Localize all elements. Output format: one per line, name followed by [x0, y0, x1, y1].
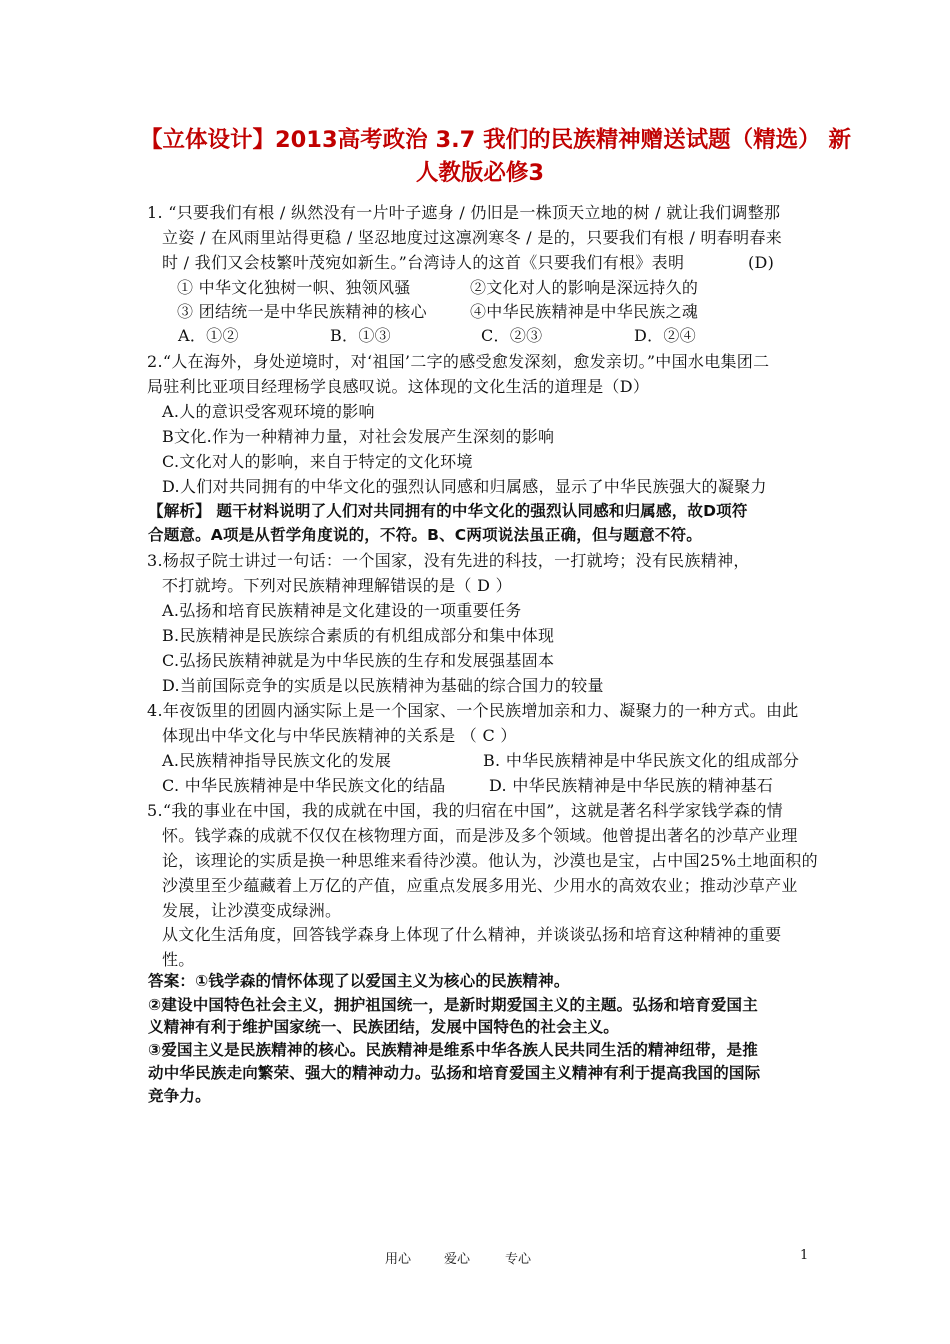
q5-line-5: 发展，让沙漠变成绿洲。	[162, 901, 342, 920]
q5-answer-line-4: ③爱国主义是民族精神的核心。民族精神是维系中华各族人民共同生活的精神纽带，是推	[148, 1041, 758, 1059]
q3-option-c: C.弘扬民族精神就是为中华民族的生存和发展强基固本	[162, 651, 555, 670]
q2-option-a: A.人的意识受客观环境的影响	[162, 402, 375, 421]
q1-option-c: C．②③	[481, 326, 543, 345]
q3-option-b: B.民族精神是民族综合素质的有机组成部分和集中体现	[162, 626, 555, 645]
q4-line-1: 4.年夜饭里的团圆内涵实际上是一个国家、一个民族增加亲和力、凝聚力的一种方式。由此	[147, 701, 799, 720]
q4-line-2: 体现出中华文化与中华民族精神的关系是 （ C ）	[162, 726, 517, 745]
q1-line-3: 时 / 我们又会枝繁叶茂宛如新生。”台湾诗人的这首《只要我们有根》表明	[162, 253, 685, 272]
q1-answer: (D)	[748, 253, 775, 272]
title-line-1: 【立体设计】2013高考政治 3.7 我们的民族精神赠送试题（精选） 新	[140, 127, 851, 153]
q5-answer-line-5: 动中华民族走向繁荣、强大的精神动力。弘扬和培育爱国主义精神有利于提高我国的国际	[148, 1064, 761, 1082]
q2-option-b: B文化.作为一种精神力量，对社会发展产生深刻的影响	[162, 427, 555, 446]
q1-option-d: D．②④	[634, 326, 697, 345]
q3-line-2: 不打就垮。下列对民族精神理解错误的是（ D ）	[162, 576, 512, 595]
footer-word-2: 爱心	[444, 1252, 471, 1267]
q1-option-a: A．①②	[178, 326, 239, 345]
q3-option-d: D.当前国际竞争的实质是以民族精神为基础的综合国力的较量	[162, 676, 604, 695]
q2-line-1: 2.“人在海外，身处逆境时，对‘祖国’二字的感受愈发深刻，愈发亲切。”中国水电集团二	[147, 352, 770, 371]
q1-line-1: 1. “只要我们有根 / 纵然没有一片叶子遮身 / 仍旧是一株顶天立地的树 / 就让我们调整那	[147, 203, 781, 222]
q1-option-b: B．①③	[330, 326, 391, 345]
q5-line-6: 从文化生活角度，回答钱学森身上体现了什么精神，并谈谈弘扬和培育这种精神的重要	[162, 925, 782, 944]
q5-answer-line-6: 竞争力。	[148, 1087, 211, 1105]
page-number: 1	[800, 1248, 809, 1263]
q5-line-4: 沙漠里至少蕴藏着上万亿的产值，应重点发展多用光、少用水的高效农业；推动沙草产业	[162, 876, 798, 895]
q5-answer-line-3: 义精神有利于维护国家统一、民族团结，发展中国特色的社会主义。	[148, 1018, 620, 1036]
q2-option-d: D.人们对共同拥有的中华文化的强烈认同感和归属感，显示了中华民族强大的凝聚力	[162, 477, 767, 496]
q1-statement-2: ②文化对人的影响是深远持久的	[470, 278, 699, 297]
title-line-2: 人教版必修3	[415, 160, 545, 186]
q2-analysis-line-2: 合题意。A项是从哲学角度说的，不符。B、C两项说法虽正确，但与题意不符。	[148, 526, 702, 544]
q3-option-a: A.弘扬和培育民族精神是文化建设的一项重要任务	[162, 601, 522, 620]
q5-answer-line-2: ②建设中国特色社会主义，拥护祖国统一，是新时期爱国主义的主题。弘扬和培育爱国主	[148, 996, 758, 1014]
q2-option-c: C.文化对人的影响，来自于特定的文化环境	[162, 452, 473, 471]
document-title	[140, 124, 851, 190]
q5-line-1: 5.“我的事业在中国，我的成就在中国，我的归宿在中国”，这就是著名科学家钱学森的情	[147, 801, 783, 820]
q5-line-2: 怀。钱学森的成就不仅仅在核物理方面，而是涉及多个领域。他曾提出著名的沙草产业理	[162, 826, 798, 845]
q3-line-1: 3.杨叔子院士讲过一句话：一个国家，没有先进的科技，一打就垮；没有民族精神，	[147, 551, 750, 570]
q4-option-c: C. 中华民族精神是中华民族文化的结晶	[162, 776, 446, 795]
q2-line-2: 局驻利比亚项目经理杨学良感叹说。这体现的文化生活的道理是（D）	[147, 377, 650, 396]
q5-line-3: 论，该理论的实质是换一种思维来看待沙漠。他认为，沙漠也是宝，占中国25%土地面积的	[162, 851, 818, 870]
q1-statement-4: ④中华民族精神是中华民族之魂	[470, 302, 699, 321]
q2-analysis-line-1: 【解析】 题干材料说明了人们对共同拥有的中华文化的强烈认同感和归属感，故D项符	[148, 502, 748, 520]
q1-statement-3: ③ 团结统一是中华民族精神的核心	[177, 302, 427, 321]
footer-word-1: 用心	[385, 1252, 412, 1267]
q4-option-a: A.民族精神指导民族文化的发展	[162, 751, 392, 770]
q5-line-7: 性。	[162, 950, 195, 969]
q5-answer-line-1: 答案：①钱学森的情怀体现了以爱国主义为核心的民族精神。	[148, 972, 570, 990]
q1-line-2: 立姿 / 在风雨里站得更稳 / 坚忍地度过这凛冽寒冬 / 是的，只要我们有根 / 明春明春来	[162, 228, 783, 247]
q4-option-b: B. 中华民族精神是中华民族文化的组成部分	[483, 751, 800, 770]
q1-statement-1: ① 中华文化独树一帜、独领风骚	[177, 278, 411, 297]
footer-word-3: 专心	[505, 1252, 532, 1267]
q4-option-d: D. 中华民族精神是中华民族的精神基石	[489, 776, 774, 795]
